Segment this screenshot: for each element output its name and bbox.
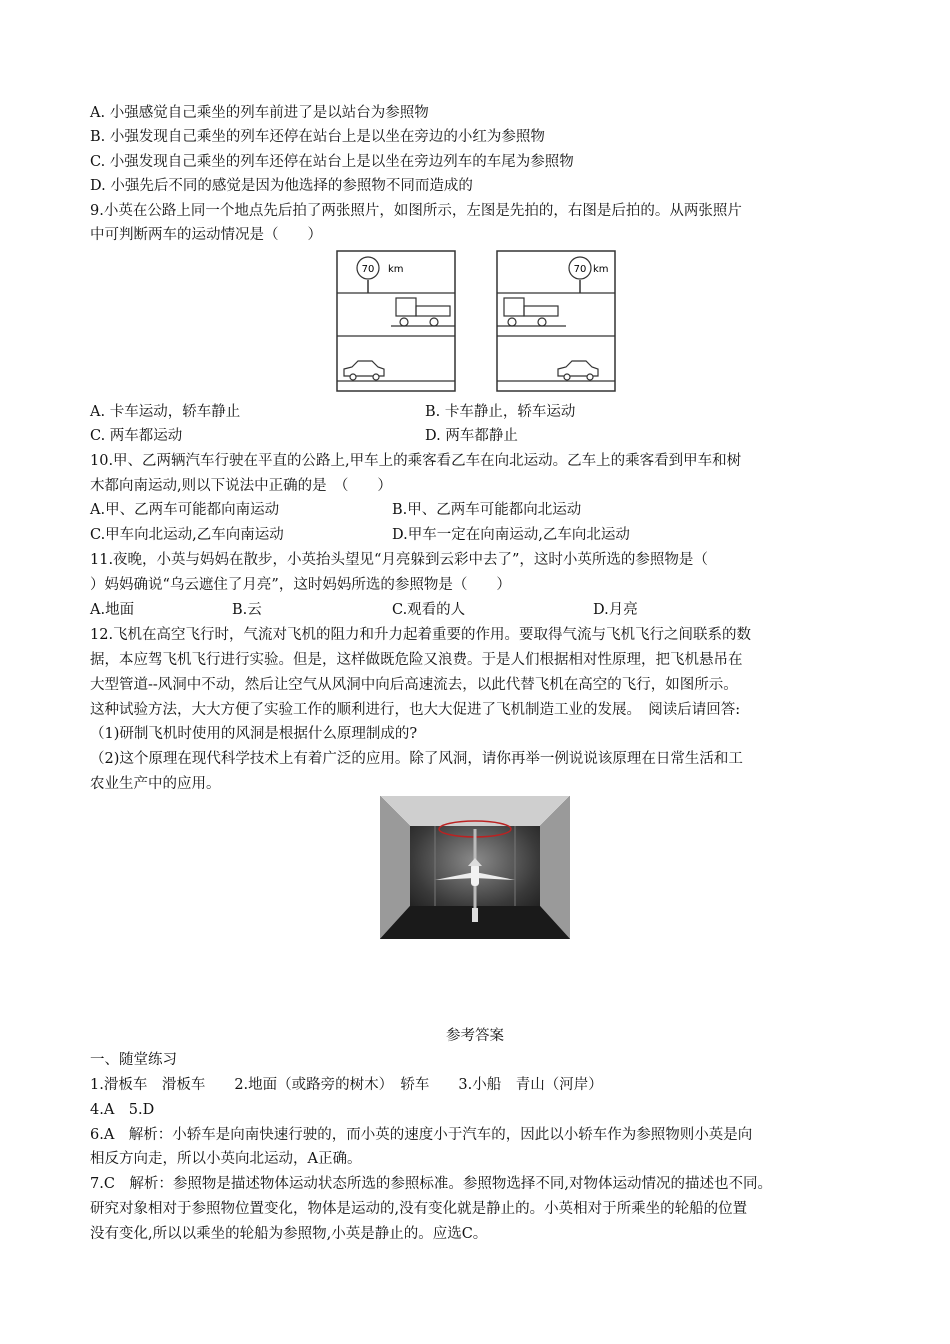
q9-option-d: D. 两车都静止 [425,428,518,444]
q8-option-d: D. 小强先后不同的感觉是因为他选择的参照物不同而造成的 [90,178,473,194]
q9-option-b: B. 卡车静止，轿车运动 [425,404,576,420]
q12-question-2-line-1: （2)这个原理在现代科学技术上有着广泛的应用。除了风洞，请你再举一例说说该原理在日常生活和工 [90,751,743,767]
answer-6-line-1: 6.A 解析：小轿车是向南快速行驶的，而小英的速度小于汽车的，因此以小轿车作为参照物则小英是向 [90,1127,753,1143]
speed-sign-unit: km [593,264,609,275]
q12-line-2: 据，本应驾飞机飞行进行实验。但是，这样做既危险又浪费。于是人们根据相对性原理，把飞机悬吊在 [90,652,743,668]
q9-figure-left [336,250,456,392]
q9-stem-line-1: 9.小英在公路上同一个地点先后拍了两张照片，如图所示，左图是先拍的，右图是后拍的。从两张照片 [90,203,742,219]
answers-section-heading: 一、随堂练习 [90,1052,177,1068]
speed-sign-unit: km [388,264,404,275]
q9-option-c: C. 两车都运动 [90,428,183,444]
q11-option-a: A.地面 [90,602,135,618]
q10-option-c: C.甲车向北运动,乙车向南运动 [90,527,284,543]
q12-line-3: 大型管道--风洞中不动，然后让空气从风洞中向后高速流去，以此代替飞机在高空的飞行，如图所示。 [90,677,738,693]
answer-7-line-2: 研究对象相对于参照物位置变化，物体是运动的,没有变化就是静止的。小英相对于所乘坐的轮船的位置 [90,1201,748,1217]
q11-option-c: C.观看的人 [392,602,466,618]
q10-option-d: D.甲车一定在向南运动,乙车向北运动 [392,527,630,543]
q10-stem-line-2: 木都向南运动,则以下说法中正确的是 （ ） [90,478,392,494]
q11-option-b: B.云 [232,602,262,618]
q12-question-1: （1)研制飞机时使用的风洞是根据什么原理制成的? [90,726,418,742]
answer-1-3: 1.滑板车 滑板车 2.地面（或路旁的树木） 轿车 3.小船 青山（河岸） [90,1077,603,1093]
q8-option-c: C. 小强发现自己乘坐的列车还停在站台上是以坐在旁边列车的车尾为参照物 [90,154,574,170]
speed-sign-number: 70 [361,264,375,275]
speed-sign-number: 70 [573,264,587,275]
answer-6-line-2: 相反方向走，所以小英向北运动，A正确。 [90,1151,362,1167]
answers-title: 参考答案 [446,1028,504,1044]
wind-tunnel-photo [380,796,570,939]
q12-line-1: 12.飞机在高空飞行时，气流对飞机的阻力和升力起着重要的作用。要取得气流与飞机飞行之间联系的数 [90,627,752,643]
q11-stem-line-1: 11.夜晚，小英与妈妈在散步，小英抬头望见“月亮躲到云彩中去了”，这时小英所选的参照物是（ [90,552,708,568]
q8-option-a: A. 小强感觉自己乘坐的列车前进了是以站台为参照物 [90,105,429,121]
answer-7-line-3: 没有变化,所以以乘坐的轮船为参照物,小英是静止的。应选C。 [90,1226,488,1242]
answer-7-line-1: 7.C 解析：参照物是描述物体运动状态所选的参照标准。参照物选择不同,对物体运动情况的描述也不同。 [90,1176,773,1192]
q12-line-4: 这种试验方法，大大方便了实验工作的顺利进行，也大大促进了飞机制造工业的发展。 阅读后请回答: [90,702,741,718]
q10-option-b: B.甲、乙两车可能都向北运动 [392,502,582,518]
q11-stem-line-2: ）妈妈确说“乌云遮住了月亮”，这时妈妈所选的参照物是（ ） [90,577,511,593]
q8-option-b: B. 小强发现自己乘坐的列车还停在站台上是以坐在旁边的小红为参照物 [90,129,545,145]
q11-option-d: D.月亮 [593,602,638,618]
q12-question-2-line-2: 农业生产中的应用。 [90,776,221,792]
q9-stem-line-2: 中可判断两车的运动情况是（ ） [90,227,322,243]
q10-option-a: A.甲、乙两车可能都向南运动 [90,502,280,518]
answer-4-5: 4.A 5.D [90,1102,155,1118]
q10-stem-line-1: 10.甲、乙两辆汽车行驶在平直的公路上,甲车上的乘客看乙车在向北运动。乙车上的乘客看到甲车和树 [90,453,742,469]
q9-option-a: A. 卡车运动，轿车静止 [90,404,241,420]
q9-figure-right [496,250,616,392]
